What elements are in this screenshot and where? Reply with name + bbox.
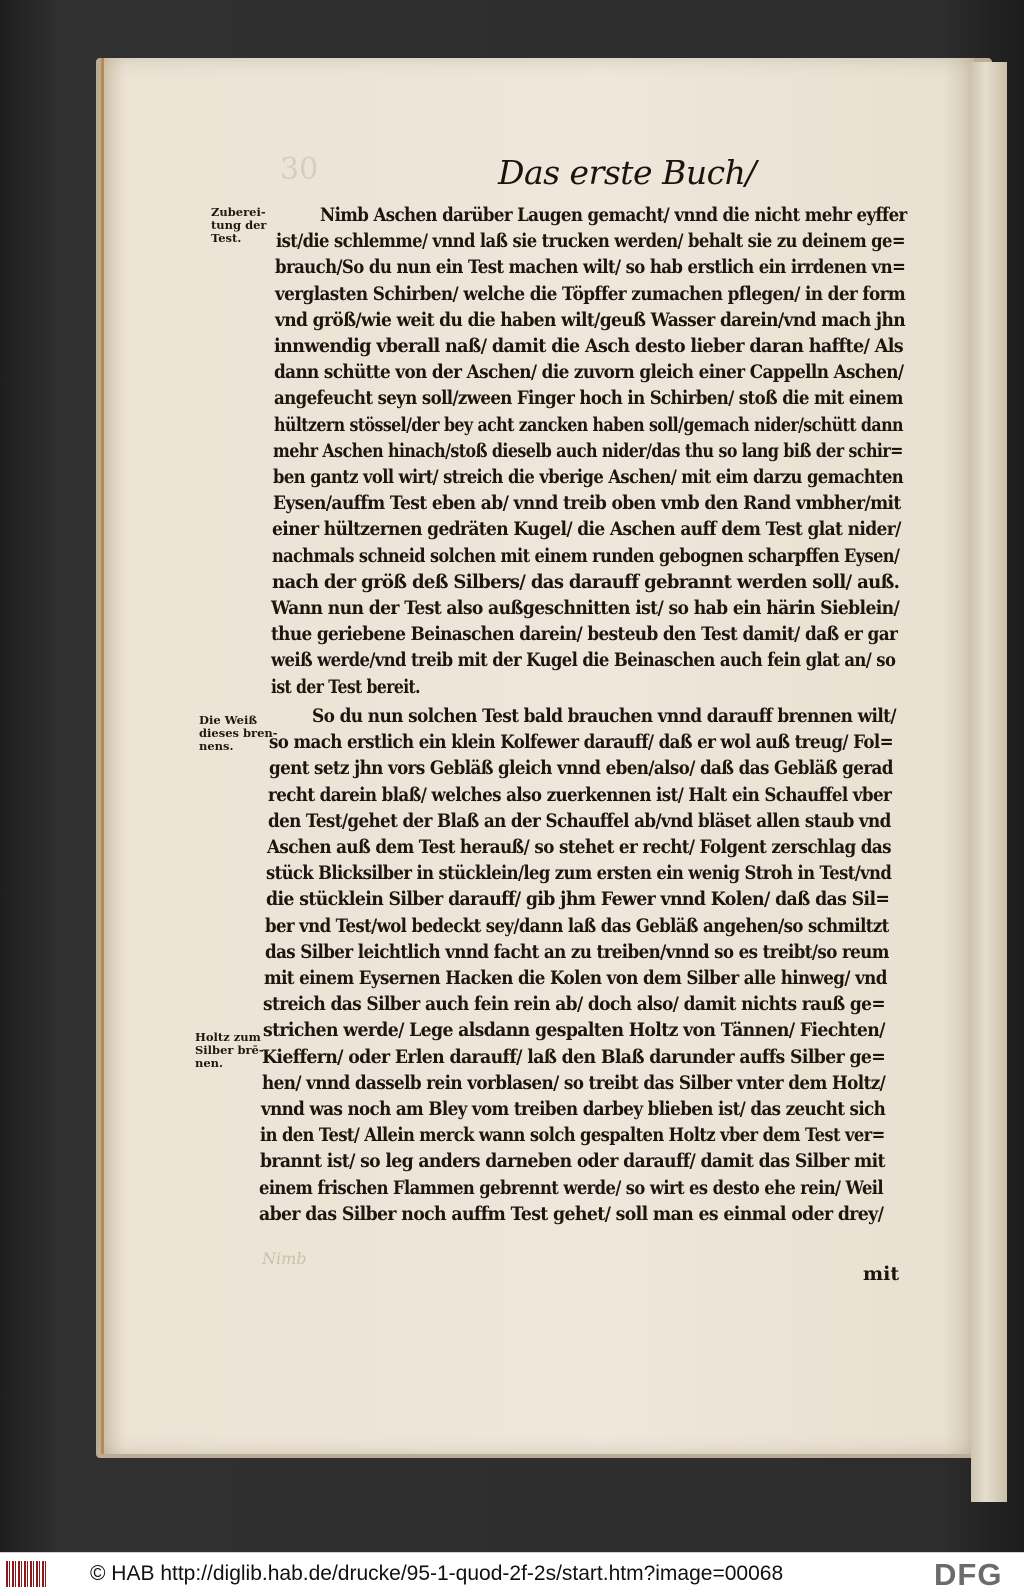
running-head: Das erste Buch/ <box>498 153 756 192</box>
text-line: brannt ist/ so leg anders darneben oder darauff/ damit das Silber mit <box>260 1150 885 1173</box>
text-line: Wann nun der Test also außgeschnitten ist/ so hab ein härin Sieblein/ <box>271 597 900 619</box>
text-line: nachmals schneid solchen mit einem runden gebognen scharpffen Eysen/ <box>272 544 900 567</box>
text-line: hen/ vnnd dasselb rein vorblasen/ so treibt das Silber vnter dem Holtz/ <box>262 1071 886 1094</box>
margin-note-line: dieses bren- <box>199 726 278 740</box>
text-line: ist der Test bereit. <box>271 675 421 698</box>
margin-note-line: Test. <box>211 231 242 245</box>
text-line: nach der größ deß Silbers/ das darauff gebrannt werden soll/ auß. <box>272 570 900 593</box>
text-line: weiß werde/vnd treib mit der Kugel die Beinaschen auch fein glat an/ so <box>271 649 896 672</box>
text-line: vnnd was noch am Bley vom treiben darbey blieben ist/ das zeucht sich <box>261 1098 886 1120</box>
text-line: einer hültzernen gedräten Kugel/ die Aschen auff dem Test glat nider/ <box>272 518 901 541</box>
text-line: den Test/gehet der Blaß an der Schauffel ab/vnd bläset allen staub vnd <box>268 809 891 832</box>
margin-note-line: Die Weiß <box>199 713 258 727</box>
margin-note-line: Holtz zum <box>195 1030 261 1044</box>
text-line: ben gantz voll wirt/ streich die vberige Aschen/ mit eim darzu gemachten <box>273 466 904 488</box>
catchword: mit <box>863 1263 900 1285</box>
text-line: angefeucht seyn soll/zween Finger hoch in Schirben/ stoß die mit einem <box>274 387 903 410</box>
margin-note <box>211 206 281 245</box>
text-line: strichen werde/ Lege alsdann gespalten Holtz von Tännen/ Fiechten/ <box>263 1019 885 1042</box>
margin-note-line: nen. <box>195 1056 224 1070</box>
margin-note <box>195 1031 265 1070</box>
text-line: einem frischen Flammen gebrennt werde/ so wirt es desto ehe rein/ Weil <box>259 1176 884 1199</box>
text-line: verglasten Schirben/ welche die Töpffer zumachen pflegen/ in der form <box>275 282 906 305</box>
bleed-through-page-number: 30 <box>280 152 319 187</box>
text-line: streich das Silber auch fein rein ab/ doch also/ damit nichts rauß ge= <box>263 993 886 1016</box>
text-line: gent setz jhn vors Gebläß gleich vnnd eben/also/ daß das Gebläß gerad <box>269 757 893 780</box>
footer-bar <box>0 1552 1024 1595</box>
text-line: die stücklein Silber darauff/ gib jhm Fewer vnnd Kolen/ daß das Sil= <box>266 888 890 911</box>
text-line: dann schütte von der Aschen/ die zuvorn gleich einer Cappelln Aschen/ <box>274 361 904 384</box>
margin-note <box>199 713 278 753</box>
margin-note-line: tung der <box>211 218 267 232</box>
text-line: in den Test/ Allein merck wann solch gespalten Holtz vber dem Test ver= <box>260 1124 885 1147</box>
text-line: so mach erstlich ein klein Kolfewer darauff/ daß er wol auß treug/ Fol= <box>269 731 893 754</box>
text-line: aber das Silber noch auffm Test gehet/ soll man es einmal oder drey/ <box>259 1202 884 1225</box>
text-line: ist/die schlemme/ vnnd laß sie trucken werden/ behalt sie zu deinem ge= <box>276 230 905 253</box>
text-line: vnd größ/wie weit du die haben wilt/geuß Wasser darein/vnd mach jhn <box>275 308 906 331</box>
text-line: mit einem Eysernen Hacken die Kolen von dem Silber alle hinweg/ vnd <box>264 967 887 989</box>
text-line: ber vnd Test/wol bedeckt sey/dann laß das Gebläß angehen/so schmiltzt <box>265 914 889 937</box>
margin-note-line: nens. <box>199 739 234 753</box>
text-line: brauch/So du nun ein Test machen wilt/ so hab erstlich ein irrdenen vn= <box>275 256 906 279</box>
text-line: Eysen/auffm Test eben ab/ vnnd treib oben vmb den Rand vmbher/mit <box>273 492 901 515</box>
next-page-edge <box>971 62 1007 1502</box>
dfg-logo: DFG <box>934 1557 1003 1592</box>
text-line: Kieffern/ oder Erlen darauff/ laß den Blaß darunder auffs Silber ge= <box>262 1045 886 1068</box>
footer-copyright <box>90 1562 783 1586</box>
text-line: stück Blicksilber in stücklein/leg zum ersten ein wenig Stroh in Test/vnd <box>266 862 892 885</box>
text-line: innwendig vberall naß/ damit die Asch desto lieber daran haffte/ Als <box>274 335 904 357</box>
text-line: hültzern stössel/der bey acht zancken haben soll/gemach nider/schütt dann <box>274 413 903 436</box>
margin-note-line: Silber brē- <box>195 1043 264 1057</box>
text-line: So du nun solchen Test bald brauchen vnnd darauff brennen wilt/ <box>312 705 896 727</box>
barcode-icon <box>6 1561 46 1587</box>
source-link[interactable]: © HAB http://diglib.hab.de/drucke/95-1-quod-2f-2s/start.htm?image=00068 <box>90 1562 784 1585</box>
text-line: Nimb Aschen darüber Laugen gemacht/ vnnd die nicht mehr eyffer <box>320 204 907 226</box>
text-line: das Silber leichtlich vnnd facht an zu treiben/vnnd so es treibt/so reum <box>265 940 889 963</box>
text-line: Aschen auß dem Test herauß/ so stehet er recht/ Folgent zerschlag das <box>267 836 891 858</box>
text-line: mehr Aschen hinach/stoß dieselb auch nider/das thu so lang biß der schir= <box>273 439 903 462</box>
bleed-through-text: Nimb <box>262 1249 307 1268</box>
text-line: thue geriebene Beinaschen darein/ besteub den Test damit/ daß er gar <box>271 623 898 646</box>
margin-note-line: Zuberei- <box>211 205 266 219</box>
text-line: recht darein blaß/ welches also zuerkennen ist/ Halt ein Schauffel vber <box>268 783 892 806</box>
